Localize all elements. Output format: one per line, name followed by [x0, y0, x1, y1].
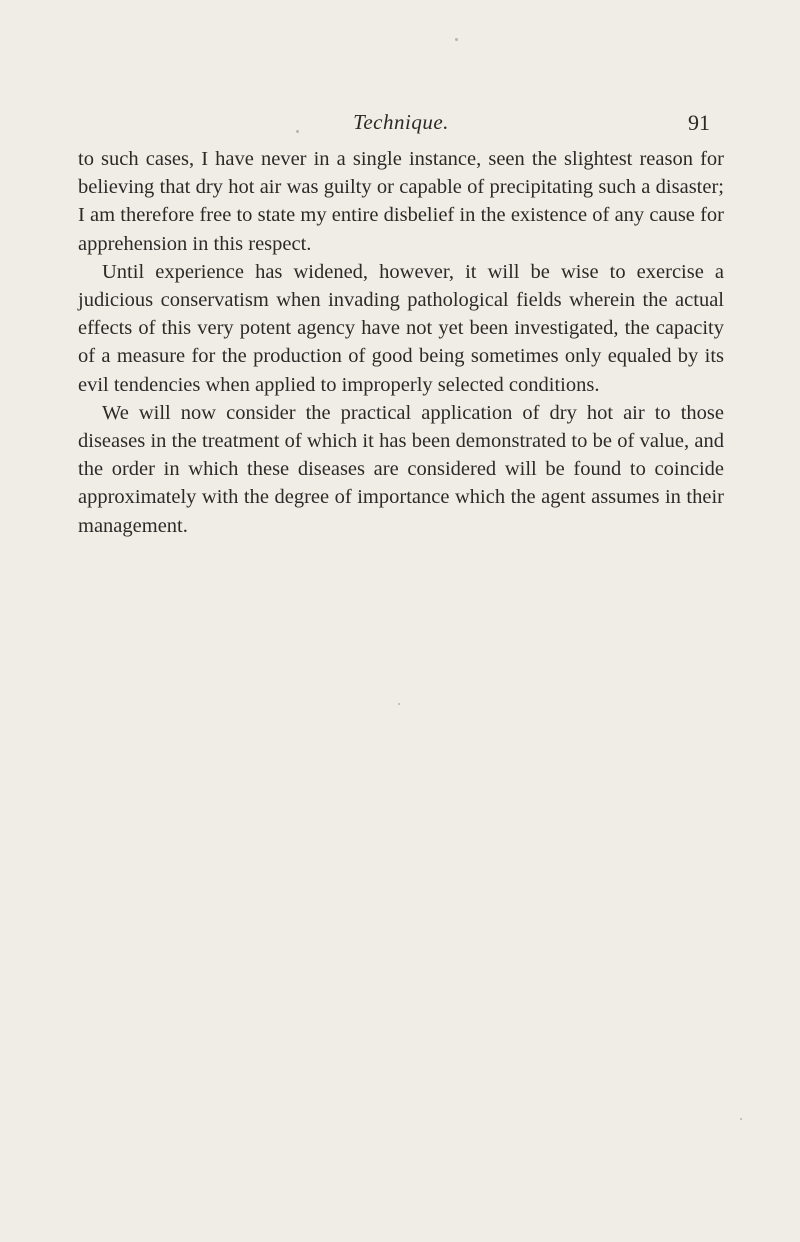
body-text — [78, 145, 724, 540]
paragraph-2: Until experience has widened, however, it will be wise to exercise a judicious conservatism when invading pathological fields wherein the actual effects of this very potent agency have not yet been investigated, the capacity of a measure for the production of good being sometimes only equaled by its evil tendencies when applied to improperly selected conditions. — [78, 260, 724, 396]
paper-speck — [296, 130, 299, 133]
page-number: 91 — [688, 110, 710, 135]
paper-speck — [398, 703, 400, 705]
paragraph-3: We will now consider the practical application of dry hot air to those diseases in the treatment of which it has been demonstrated to be of value, and the order in which these diseases are considered will be found to coincide approximately with the degree of importance which the agent assumes in their management. — [78, 401, 724, 537]
paper-speck — [455, 38, 458, 41]
running-title: Technique. — [353, 110, 449, 134]
paper-speck — [740, 1118, 742, 1120]
running-head — [78, 110, 724, 140]
paragraph-1: to such cases, I have never in a single instance, seen the slightest reason for believing that dry hot air was guilty or capable of precipitating such a disaster; I am therefore free to state my entire disbelief in the existence of any cause for apprehension in this respect. — [78, 148, 724, 255]
